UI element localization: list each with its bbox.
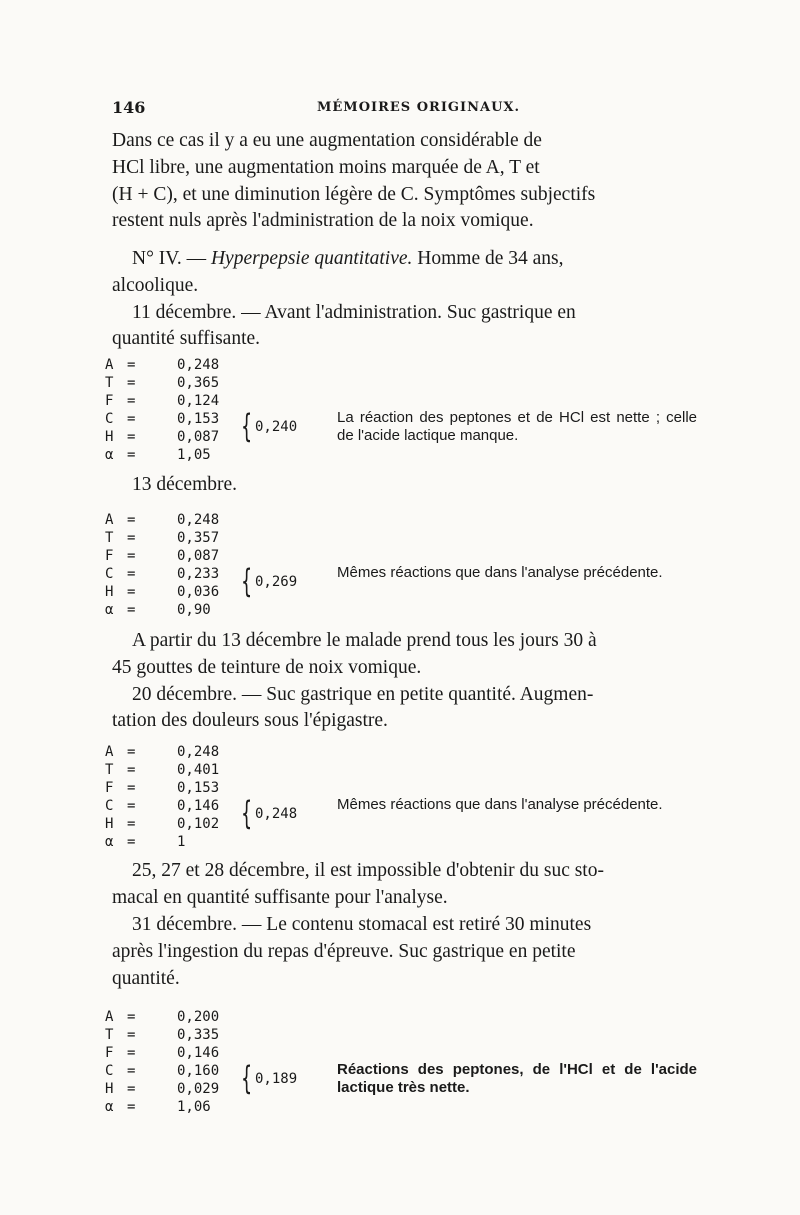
analysis-row: T = 0,357	[105, 530, 220, 546]
page-number: 146	[112, 98, 146, 117]
text-line: tation des douleurs sous l'épigastre.	[112, 710, 388, 731]
text-line: macal en quantité suffisante pour l'analyse.	[112, 887, 448, 908]
brace-icon: {	[241, 1059, 253, 1097]
text-line: 31 décembre. — Le contenu stomacal est retiré 30 minutes	[132, 914, 592, 935]
case-title: Hyperpepsie quantitative.	[210, 248, 413, 269]
brace-icon: {	[241, 562, 253, 600]
running-title: MÉMOIRES ORIGINAUX.	[317, 100, 521, 115]
analysis-row: F = 0,153	[105, 780, 220, 796]
analysis-row: α = 0,90	[105, 602, 211, 618]
analysis-row: A = 0,248	[105, 744, 220, 760]
analysis-row: C = 0,146	[105, 798, 220, 814]
brace-icon: {	[241, 794, 253, 832]
sum-value: 0,248	[255, 806, 298, 822]
text-line: (H + C), et une diminution légère de C. Symptômes subjectifs	[112, 184, 596, 205]
sum-value: 0,269	[255, 574, 298, 590]
analysis-row: A = 0,248	[105, 512, 220, 528]
sum-value: 0,240	[255, 419, 298, 435]
text-line: alcoolique.	[112, 275, 199, 296]
case-number: N° IV. —	[132, 248, 207, 269]
analysis-row: C = 0,160	[105, 1063, 220, 1079]
text-line: restent nuls après l'administration de la noix vomique.	[112, 210, 534, 231]
text-line: Dans ce cas il y a eu une augmentation considérable de	[112, 130, 542, 151]
analysis-row: F = 0,124	[105, 393, 220, 409]
analysis-row: T = 0,335	[105, 1027, 220, 1043]
analysis-note: La réaction des peptones et de HCl est nette ; celle de l'acide lactique manque.	[337, 409, 697, 444]
running-header	[112, 98, 692, 122]
analysis-row: C = 0,233	[105, 566, 220, 582]
analysis-row: C = 0,153	[105, 411, 220, 427]
analysis-note: Mêmes réactions que dans l'analyse précédente.	[337, 796, 663, 813]
analysis-note: Mêmes réactions que dans l'analyse précédente.	[337, 564, 663, 581]
text-line: 25, 27 et 28 décembre, il est impossible d'obtenir du suc sto-	[132, 860, 604, 881]
analysis-row: H = 0,036	[105, 584, 220, 600]
analysis-row: H = 0,102	[105, 816, 220, 832]
text-line: 20 décembre. — Suc gastrique en petite quantité. Augmen-	[132, 684, 594, 705]
case-heading	[132, 246, 692, 272]
analysis-row: T = 0,365	[105, 375, 220, 391]
analysis-row: T = 0,401	[105, 762, 220, 778]
brace-icon: {	[241, 407, 253, 445]
case-description: Homme de 34 ans,	[417, 248, 564, 269]
analysis-row: α = 1,06	[105, 1099, 211, 1115]
analysis-row: A = 0,200	[105, 1009, 220, 1025]
analysis-row: F = 0,087	[105, 548, 220, 564]
analysis-row: α = 1	[105, 834, 186, 850]
sum-value: 0,189	[255, 1071, 298, 1087]
text-line: 11 décembre. — Avant l'administration. Suc gastrique en	[132, 302, 576, 323]
text-line: quantité suffisante.	[112, 328, 261, 349]
analysis-row: A = 0,248	[105, 357, 220, 373]
text-line: A partir du 13 décembre le malade prend tous les jours 30 à	[132, 630, 597, 651]
analysis-note: Réactions des peptones, de l'HCl et de l'acide lactique très nette.	[337, 1061, 697, 1096]
date-heading: 13 décembre.	[132, 474, 238, 495]
text-line: après l'ingestion du repas d'épreuve. Suc gastrique en petite	[112, 941, 576, 962]
analysis-row: F = 0,146	[105, 1045, 220, 1061]
analysis-row: H = 0,087	[105, 429, 220, 445]
text-line: HCl libre, une augmentation moins marquée de A, T et	[112, 157, 540, 178]
text-line: quantité.	[112, 968, 180, 989]
analysis-row: H = 0,029	[105, 1081, 220, 1097]
text-line: 45 gouttes de teinture de noix vomique.	[112, 657, 422, 678]
analysis-row: α = 1,05	[105, 447, 211, 463]
